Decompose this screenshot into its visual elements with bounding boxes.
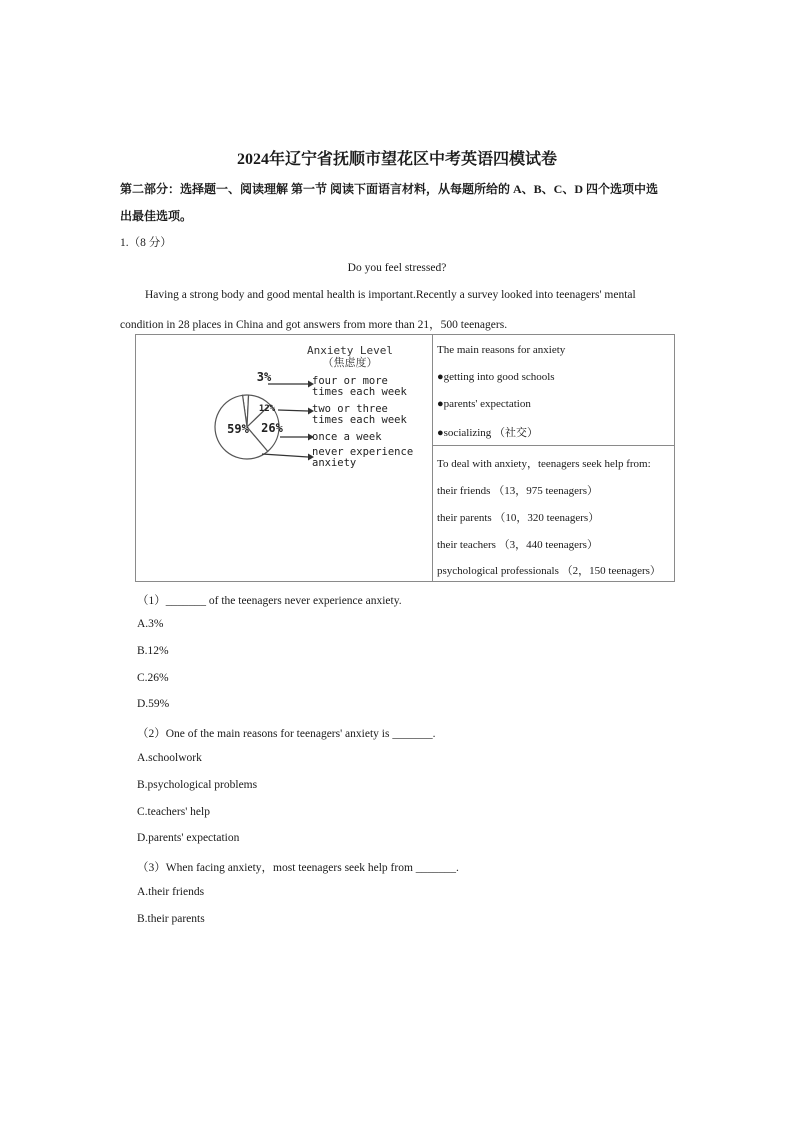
- question-1-stem: （1）_______ of the teenagers never experience anxiety.: [137, 595, 402, 607]
- pie-value-label: 26%: [261, 421, 283, 435]
- passage-heading: Do you feel stressed?: [347, 262, 447, 274]
- question-3-stem: （3）When facing anxiety，most teenagers seek help from _______.: [137, 862, 459, 874]
- legend-label: two or three: [312, 403, 388, 415]
- anxiety-pie-chart: [200, 340, 420, 480]
- legend-label: four or more: [312, 375, 388, 387]
- option-2a[interactable]: A.schoolwork: [137, 752, 202, 764]
- legend-label: once a week: [312, 431, 382, 443]
- legend-arrow: [262, 454, 308, 457]
- passage-line-1: Having a strong body and good mental health is important.Recently a survey looked into teenagers' mental: [145, 289, 636, 301]
- option-1b[interactable]: B.12%: [137, 645, 169, 657]
- option-2b[interactable]: B.psychological problems: [137, 779, 258, 791]
- option-1d[interactable]: D.59%: [137, 698, 170, 710]
- question-2-stem: （2）One of the main reasons for teenagers' anxiety is _______.: [137, 728, 436, 740]
- reason-item: ●socializing （社交）: [437, 427, 539, 439]
- bullet-icon: ●: [437, 398, 444, 410]
- reason-item: ●getting into good schools: [437, 371, 555, 383]
- question-number: 1.（8 分）: [120, 237, 172, 249]
- table-divider-horizontal: [432, 445, 675, 446]
- help-item: psychological professionals （2，150 teenagers）: [437, 565, 661, 577]
- reason-item: ●parents' expectation: [437, 398, 531, 410]
- bullet-icon: ●: [437, 371, 444, 383]
- reasons-heading: The main reasons for anxiety: [437, 344, 566, 356]
- option-1a[interactable]: A.3%: [137, 618, 164, 630]
- pie-value-label: 59%: [227, 422, 249, 436]
- passage-line-2: condition in 28 places in China and got answers from more than 21，500 teenagers.: [120, 319, 508, 331]
- option-2c[interactable]: C.teachers' help: [137, 806, 210, 818]
- bullet-icon: ●: [437, 427, 444, 439]
- pie-value-label: 12%: [258, 404, 276, 414]
- help-item: their friends （13，975 teenagers）: [437, 485, 598, 497]
- option-3b[interactable]: B.their parents: [137, 913, 205, 925]
- instruction-line-1: 第二部分：选择题一、阅读理解 第一节 阅读下面语言材料，从每题所给的 A、B、C、D 四个选项中选: [120, 182, 659, 196]
- help-item: their parents （10，320 teenagers）: [437, 512, 600, 524]
- legend-arrow: [278, 410, 308, 411]
- chart-subtitle: （焦虑度）: [322, 356, 378, 369]
- chart-title: Anxiety Level: [306, 344, 394, 357]
- table-divider-vertical: [432, 334, 433, 582]
- help-heading: To deal with anxiety，teenagers seek help from:: [437, 458, 651, 470]
- help-item: their teachers （3，440 teenagers）: [437, 539, 598, 551]
- legend-label: times each week: [312, 414, 407, 426]
- instruction-line-2: 出最佳选项。: [120, 209, 193, 223]
- legend-label: anxiety: [312, 457, 357, 469]
- option-2d[interactable]: D.parents' expectation: [137, 832, 240, 844]
- option-3a[interactable]: A.their friends: [137, 886, 205, 898]
- legend-label: times each week: [312, 386, 407, 398]
- option-1c[interactable]: C.26%: [137, 672, 169, 684]
- pie-value-label: 3%: [256, 370, 272, 384]
- page-title: 2024年辽宁省抚顺市望花区中考英语四模试卷: [236, 151, 557, 168]
- legend-label: never experience: [312, 446, 414, 458]
